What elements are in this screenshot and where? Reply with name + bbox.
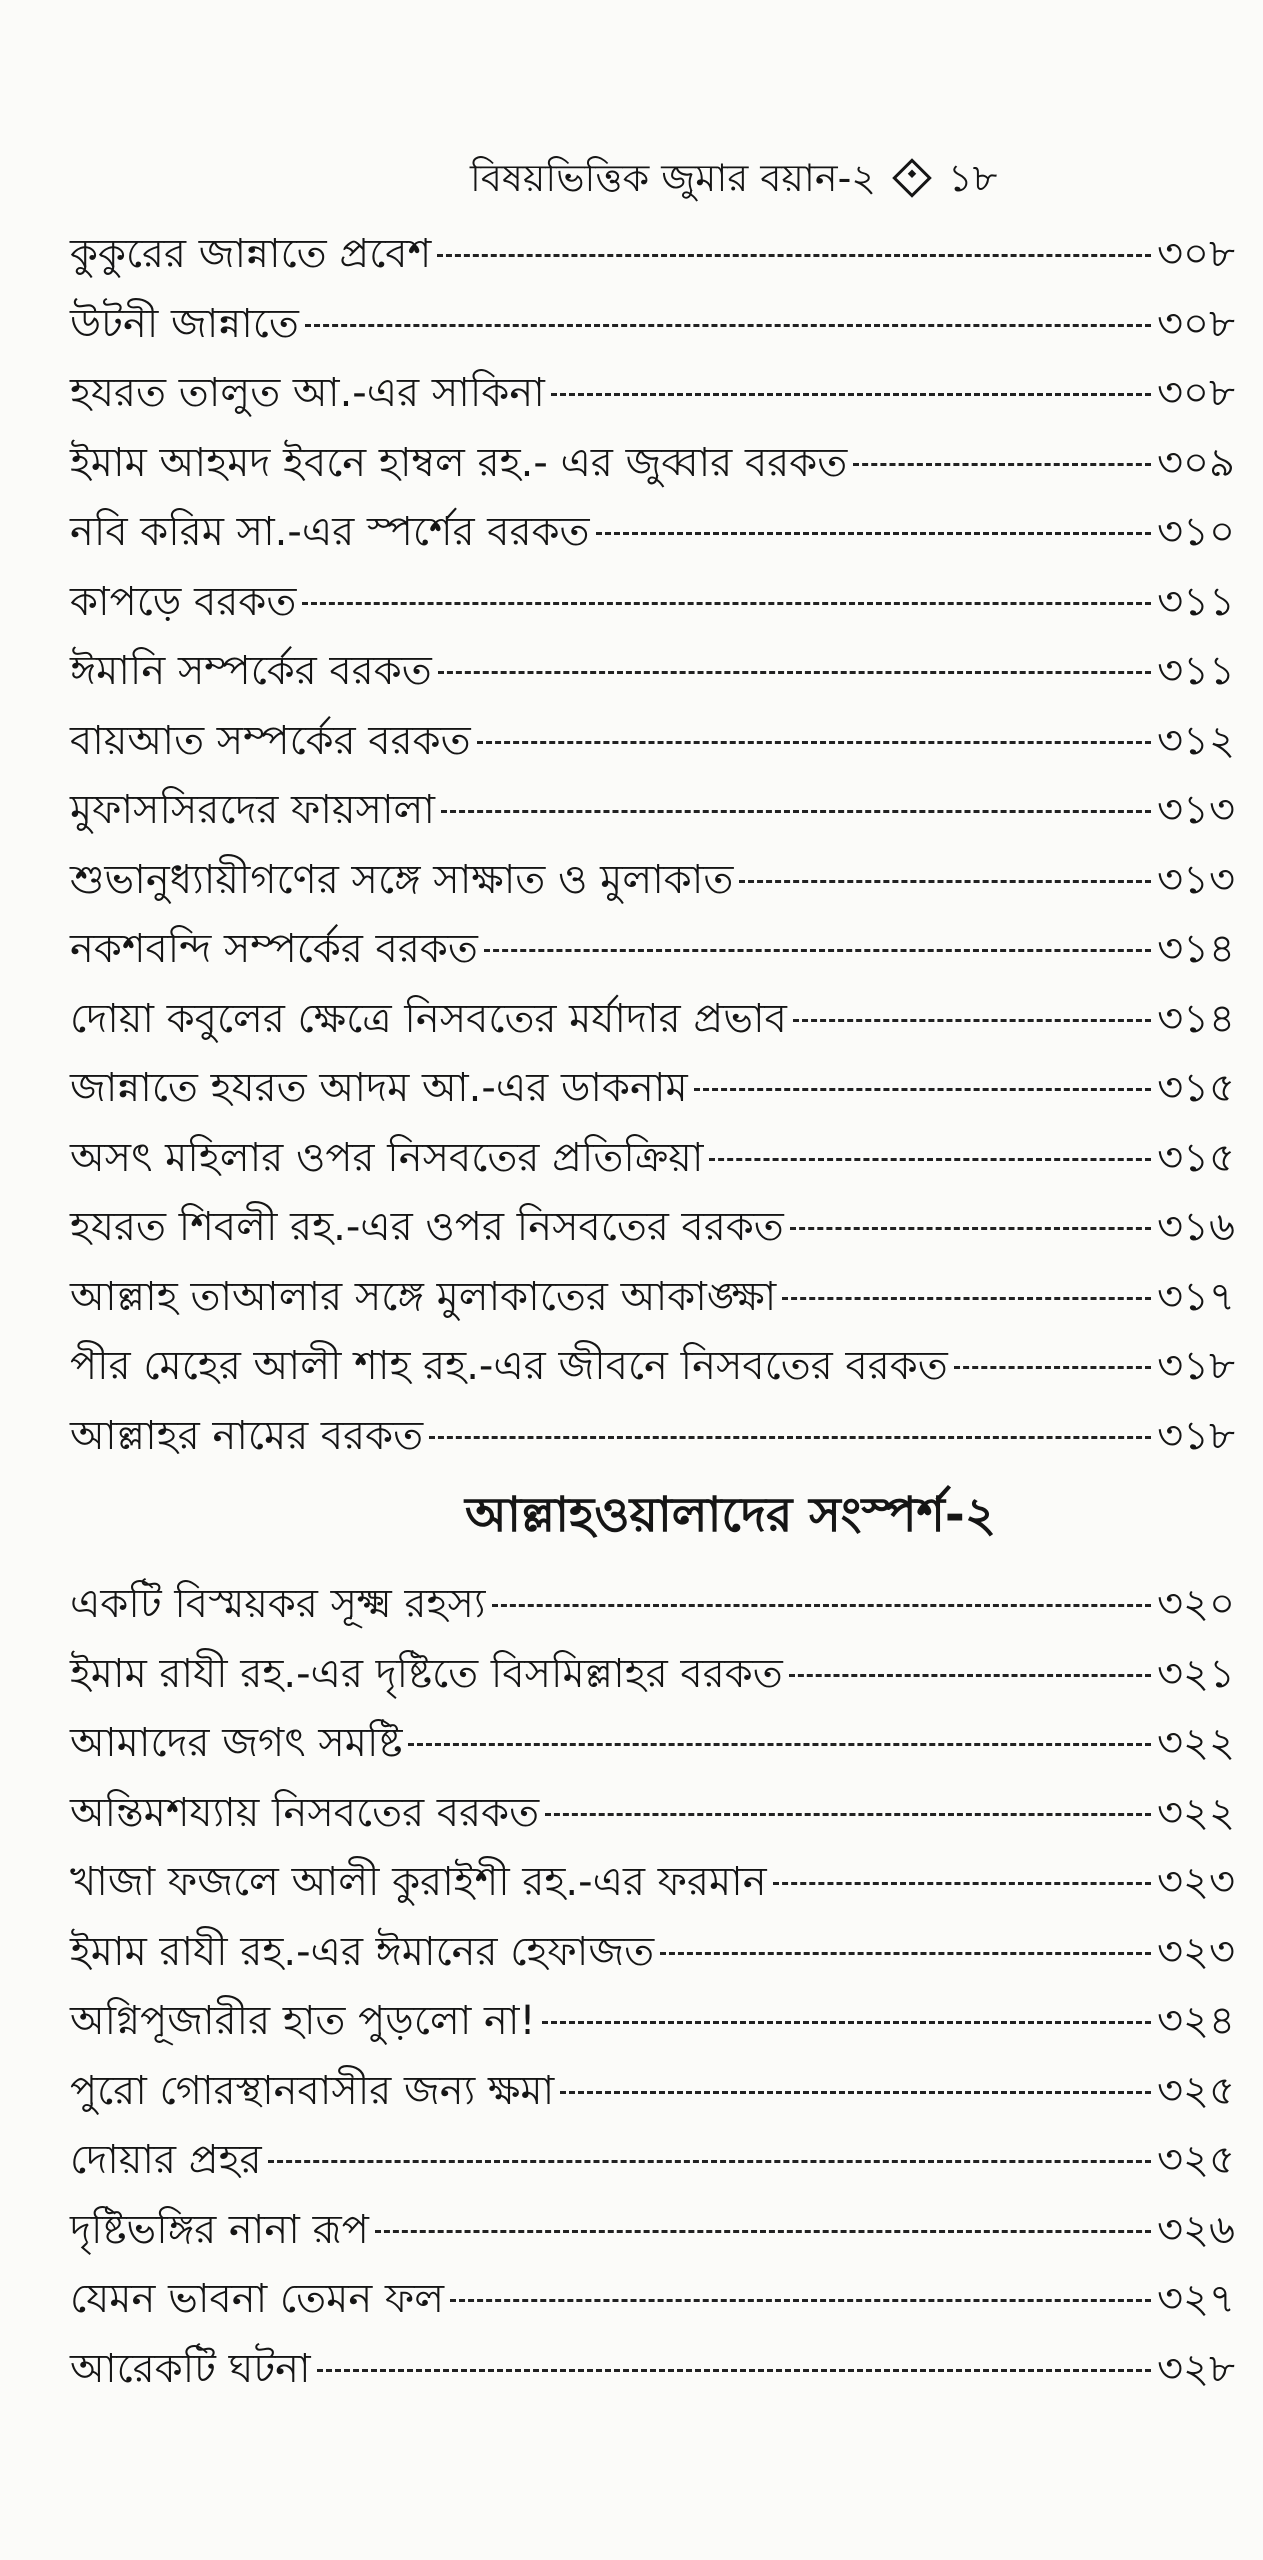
toc-entry-page: ৩২৫ [1157,2067,1235,2114]
toc-entry [70,1709,1235,1779]
dotted-leader [789,1674,1151,1677]
toc-entry-page: ৩১৪ [1157,926,1235,972]
toc-entry-page: ৩১৫ [1157,1134,1235,1181]
dotted-leader [408,1743,1151,1746]
toc-entry [70,2335,1235,2405]
toc-entry-title: মুফাসসিরদের ফায়সালা [70,787,435,833]
dotted-leader [773,1882,1151,1885]
toc-entry-page: ৩১৮ [1157,1412,1235,1459]
dotted-leader [305,324,1151,327]
toc-entry-title: বায়আত সম্পর্কের বরকত [70,717,471,764]
toc-entry [70,637,1235,707]
toc-entry-title: আরেকটি ঘটনা [70,2345,311,2392]
toc-entry [70,568,1235,638]
toc-entry [70,1570,1235,1640]
toc-entry-title: নবি করিম সা.-এর স্পর্শের বরকত [70,509,590,555]
toc-entry [70,1124,1235,1194]
toc-entry [70,1402,1235,1472]
toc-entry-page: ৩২০ [1156,1581,1235,1627]
toc-entry-page: ৩২৬ [1156,2206,1235,2253]
toc-entry [70,2057,1235,2127]
toc-entry [70,1918,1235,1988]
toc-entry-page: ৩২৮ [1157,2345,1235,2392]
dotted-leader [660,1952,1151,1955]
toc-entry [70,985,1235,1055]
dotted-leader [596,532,1151,535]
toc-entry-title: কাপড়ে বরকত [70,578,297,625]
toc-entry-title: পুরো গোরস্থানবাসীর জন্য ক্ষমা [70,2067,555,2114]
dotted-leader [450,2299,1151,2302]
toc-section-2 [70,1570,1235,2404]
toc-entry [70,1987,1235,2057]
toc-entry-page: ৩২৩ [1156,1928,1235,1975]
toc-entry [70,1640,1235,1710]
toc-entry-title: যেমন ভাবনা তেমন ফল [70,2276,445,2322]
toc-section-1 [70,220,1235,1471]
toc-entry-page: ৩২২ [1156,1789,1235,1836]
toc-entry [70,846,1235,916]
dotted-leader [268,2160,1151,2163]
toc-entry-page: ৩১২ [1157,717,1235,764]
dotted-leader [317,2369,1151,2372]
toc-entry-title: হযরত তালুত আ.-এর সাকিনা [70,370,545,416]
toc-entry-page: ৩২৪ [1157,1998,1235,2044]
toc-entry-page: ৩১৭ [1157,1273,1235,1320]
dotted-leader [492,1604,1151,1607]
toc-entry-title: ঈমানি সম্পর্কের বরকত [70,648,432,694]
book-title: বিষয়ভিত্তিক জুমার বয়ান-২ [470,156,877,200]
toc-entry [70,1779,1235,1849]
toc-entry-title: ইমাম আহমদ ইবনে হাম্বল রহ.- এর জুব্বার বরকত [70,439,848,486]
toc-entry-page: ৩২১ [1157,1650,1235,1697]
toc-entry-page: ৩১৬ [1157,1204,1235,1250]
toc-entry-page: ৩০৮ [1157,370,1235,416]
running-header [470,150,1030,206]
toc-entry-page: ৩১০ [1157,509,1235,555]
toc-entry-title: অসৎ মহিলার ওপর নিসবতের প্রতিক্রিয়া [70,1134,704,1181]
toc-entry-title: আল্লাহর নামের বরকত [70,1412,424,1459]
toc-entry [70,707,1235,777]
toc-entry-title: পীর মেহের আলী শাহ রহ.-এর জীবনে নিসবতের বরকত [70,1343,948,1389]
toc-entry [70,498,1235,568]
dotted-leader [441,810,1151,813]
toc-entry [70,359,1235,429]
toc-entry-title: হযরত শিবলী রহ.-এর ওপর নিসবতের বরকত [70,1204,784,1250]
page-number: ১৮ [948,156,998,200]
toc-entry [70,915,1235,985]
toc-entry-page: ৩০৮ [1157,300,1235,347]
toc-entry-title: অন্তিমশয্যায় নিসবতের বরকত [70,1789,540,1836]
toc-entry-page: ৩২২ [1156,1720,1235,1766]
dotted-leader [709,1158,1151,1161]
dotted-leader [782,1297,1151,1300]
toc-entry [70,2265,1235,2335]
toc-entry-page: ৩১৪ [1157,995,1235,1042]
dotted-leader [437,254,1151,257]
toc-entry-page: ৩১৩ [1157,856,1235,903]
dotted-leader [694,1088,1151,1091]
toc-entry-title: দোয়া কবুলের ক্ষেত্রে নিসবতের মর্যাদার প্রভাব [70,995,787,1042]
toc-entry [70,290,1235,360]
dotted-leader [302,602,1151,605]
dotted-leader [739,880,1151,883]
toc-entry-page: ৩০৮ [1157,231,1235,277]
dotted-leader [954,1366,1151,1369]
dotted-leader [551,393,1151,396]
toc-entry [70,1332,1235,1402]
toc-entry-title: জান্নাতে হযরত আদম আ.-এর ডাকনাম [70,1065,688,1111]
toc-entry-title: একটি বিস্ময়কর সূক্ষ্ম রহস্য [70,1581,486,1627]
toc-entry-page: ৩১১ [1157,578,1235,625]
dotted-leader [542,2021,1151,2024]
toc-entry-title: দৃষ্টিভঙ্গির নানা রূপ [70,2206,369,2253]
dotted-leader [438,671,1151,674]
toc-entry-page: ৩১৮ [1157,1343,1235,1389]
toc-entry-page: ৩২৫ [1157,2137,1235,2183]
dotted-leader [853,463,1151,466]
dotted-leader [793,1019,1151,1022]
toc-entry-title: শুভানুধ্যায়ীগণের সঙ্গে সাক্ষাত ও মুলাকাত [70,856,734,903]
toc-entry-title: উটনী জান্নাতে [70,300,299,347]
toc-entry-title: দোয়ার প্রহর [70,2137,262,2183]
toc-entry-page: ৩২৭ [1156,2276,1235,2322]
toc-entry [70,1263,1235,1333]
section-heading: আল্লাহওয়ালাদের সংস্পর্শ-২ [465,1487,997,1543]
diamond-ornament-icon [892,158,932,198]
toc-entry-page: ৩১৩ [1157,787,1235,833]
toc-entry-title: আল্লাহ তাআলার সঙ্গে মুলাকাতের আকাঙ্ক্ষা [70,1273,777,1320]
toc-entry-page: ৩০৯ [1157,439,1235,486]
dotted-leader [477,741,1151,744]
toc-entry-page: ৩১১ [1157,648,1235,694]
toc-entry [70,2126,1235,2196]
toc-entry [70,2196,1235,2266]
dotted-leader [429,1436,1151,1439]
dotted-leader [790,1227,1151,1230]
toc-entry-title: নকশবন্দি সম্পর্কের বরকত [70,926,478,972]
toc-entry-title: ইমাম রাযী রহ.-এর ঈমানের হেফাজত [70,1928,655,1975]
toc-entry-page: ৩২৩ [1156,1859,1235,1905]
toc-entry [70,776,1235,846]
toc-entry-title: অগ্নিপূজারীর হাত পুড়লো না! [70,1998,536,2044]
toc-entry-title: ইমাম রাযী রহ.-এর দৃষ্টিতে বিসমিল্লাহর বরকত [70,1650,783,1697]
toc-entry [70,220,1235,290]
toc-entry-title: আমাদের জগৎ সমষ্টি [70,1720,403,1766]
toc-entry [70,1848,1235,1918]
dotted-leader [375,2230,1151,2233]
toc-entry-title: কুকুরের জান্নাতে প্রবেশ [70,231,432,277]
dotted-leader [484,949,1151,952]
toc-entry [70,1054,1235,1124]
dotted-leader [545,1813,1151,1816]
toc-entry-title: খাজা ফজলে আলী কুরাইশী রহ.-এর ফরমান [70,1859,767,1905]
toc-entry [70,1193,1235,1263]
dotted-leader [560,2091,1151,2094]
toc-entry [70,429,1235,499]
toc-entry-page: ৩১৫ [1157,1065,1235,1111]
